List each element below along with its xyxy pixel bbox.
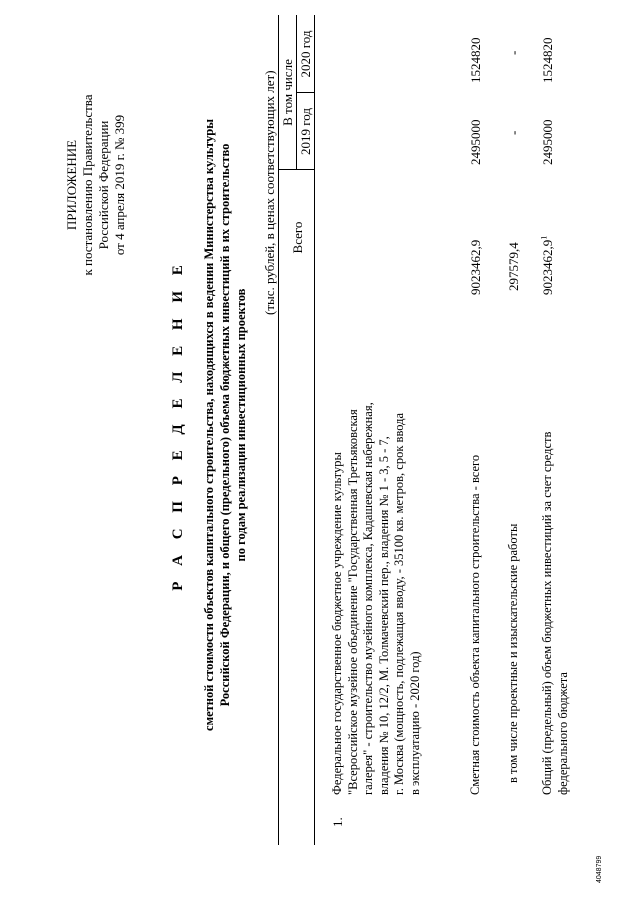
subtitle-line-1: сметной стоимости объектов капитального строительства, находящихся в ведении Министерства культуры (202, 119, 216, 731)
appendix-header (64, 25, 128, 345)
table-top-rule (278, 15, 279, 845)
table-row (506, 524, 522, 783)
row-3-2019: 2495000 (540, 119, 555, 165)
row-3-2020: 1524820 (540, 37, 555, 83)
document-id: 4048799 (596, 855, 603, 883)
row-1-2019: 2495000 (468, 119, 483, 165)
header-2019: 2019 год (298, 108, 313, 155)
row-2-label: в том числе проектные и изыскательские работы (506, 523, 520, 783)
header-2020: 2020 год (298, 30, 313, 78)
subtitle-line-2: Российской Федерации, и общего (предельного) объема бюджетных инвестиций в их строительство (218, 143, 232, 707)
row-2-total: 297579,4 (506, 242, 521, 291)
row-3-label-line-2: федерального бюджета (555, 672, 570, 795)
table-row (468, 455, 484, 795)
row-3-label-line-1: Общий (предельный) объем бюджетных инвестиций за счет средств (540, 431, 554, 795)
table-header-rule (314, 15, 315, 845)
row-1-2020: 1524820 (468, 37, 483, 83)
row-1-label: Сметная стоимость объекта капитального строительства - всего (468, 454, 482, 795)
row-3-total-footnote: 1 (539, 235, 549, 240)
subtitle-line-3: по годам реализации инвестиционных проектов (234, 288, 248, 562)
title-block (170, 65, 249, 785)
item-line-2: "Всероссийское музейное объединение "Государственная Третьяковская (345, 409, 360, 795)
item-number: 1. (330, 817, 345, 827)
item-description (330, 402, 423, 795)
item-line-6: в эксплуатацию - 2020 год) (407, 651, 422, 795)
header-total: Всего (290, 221, 305, 254)
appendix-line-1: к постановлению Правительства (80, 94, 95, 276)
table-row (540, 432, 571, 795)
document-title: Р А С П Р Е Д Е Л Е Н И Е (170, 259, 186, 591)
row-3-total-value: 9023462,9 (540, 239, 555, 295)
appendix-title: ПРИЛОЖЕНИЕ (64, 139, 79, 231)
header-including: В том числе (280, 59, 295, 126)
item-line-3: галерея" - строительство музейного комплекса, Кадашевская набережная, (361, 402, 375, 795)
appendix-line-2: Российской Федерации (96, 120, 111, 250)
row-2-2020: - (506, 50, 521, 55)
item-line-4: владения № 10, 12/2, М. Толмачевский пер., владения № 1 - 3, 5 - 7, (376, 436, 391, 795)
row-1-total: 9023462,9 (468, 239, 483, 295)
document-subtitle (201, 65, 249, 785)
item-line-1: Федеральное государственное бюджетное учреждение культуры (330, 452, 344, 795)
units-note: (тыс. рублей, в ценах соответствующих лет) (262, 70, 277, 315)
appendix-line-3: от 4 апреля 2019 г. № 399 (112, 114, 127, 256)
item-line-5: г. Москва (мощность, подлежащая вводу, - 35100 кв. метров, срок ввода (392, 412, 406, 795)
row-2-2019: - (506, 130, 521, 135)
row-3-total (540, 236, 556, 295)
